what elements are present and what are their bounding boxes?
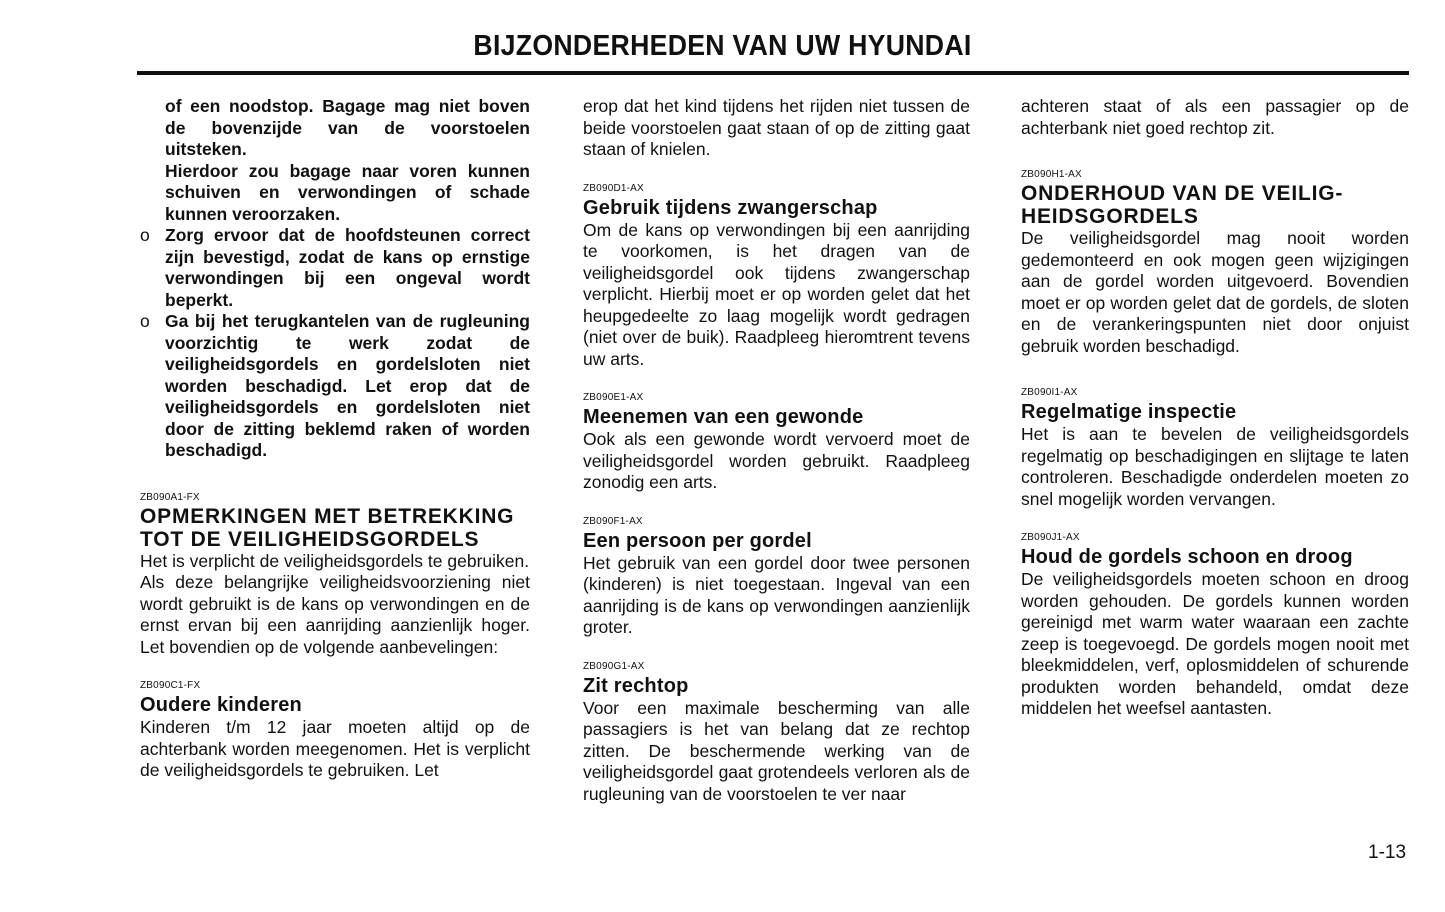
paragraph-one-per-belt: Het gebruik van een gordel door twee personen (kinderen) is niet toegestaan. Ingeval van een aanrijding is de kans op verwondingen aanzienlijk groter. xyxy=(583,552,970,637)
paragraph-child-standing: erop dat het kind tijdens het rijden niet tussen de beide voorstoelen gaat staan of op de zitting gaat staan of knielen. xyxy=(583,96,970,159)
paragraph-seatback-continued: achteren staat of als een passagier op de achterbank niet goed rechtop zit. xyxy=(1021,96,1409,138)
section-code: ZB090H1-AX xyxy=(1021,169,1082,180)
bullet-mark: o xyxy=(140,225,150,245)
section-title-inspection: Regelmatige inspectie xyxy=(1021,401,1237,423)
section-code: ZB090J1-AX xyxy=(1021,532,1080,543)
section-code: ZB090D1-AX xyxy=(583,182,644,194)
paragraph-pregnancy: Om de kans op verwondingen bij een aanrijding te voorkomen, is het dragen van de veiligheidsgordel ook tijdens zwangerschap verplicht. Hierbij moet er op worden gelet dat het heupgedeelte zo laag mogelijk wordt gedragen (niet over de buik). Raadpleeg hieromtrent tevens uw arts. xyxy=(583,219,970,369)
paragraph-injured-person: Ook als een gewonde wordt vervoerd moet de veiligheidsgordel worden gebruikt. Raadpleeg zonodig een arts. xyxy=(583,429,970,492)
section-code: ZB090G1-AX xyxy=(583,660,645,672)
paragraph-clean-dry: De veiligheidsgordels moeten schoon en droog worden gehouden. De gordels kunnen worden gereinigd met warm water waaraan een zachte zeep is toegevoegd. De gordels mogen nooit met bleekmiddelen, verf, oplosmiddelen of schurende produkten worden behandeld, omdat deze middelen het weefsel aantasten. xyxy=(1021,569,1409,718)
paragraph-importance: Als deze belangrijke veiligheidsvoorziening niet wordt gebruikt is de kans op verwondingen en de ernst ervan bij een aanrijding aanzienlijk hoger. Let bovendien op de volgende aanbevelingen: xyxy=(140,572,530,657)
section-title-clean-dry: Houd de gordels schoon en droog xyxy=(1021,546,1353,568)
section-title-seatbelt-notes: OPMERKINGEN MET BETREKKING TOT DE VEILIGHEIDSGORDELS xyxy=(140,504,515,551)
paragraph-inspection: Het is aan te bevelen de veiligheidsgordels regelmatig op beschadigingen en slijtage te laten controleren. Beschadigde onderdelen moeten zo snel mogelijk worden vervangen. xyxy=(1021,424,1409,509)
page-title: BIJZONDERHEDEN VAN UW HYUNDAI xyxy=(473,30,972,62)
section-title-one-per-belt: Een persoon per gordel xyxy=(583,529,812,552)
bullet-seatback-text: Ga bij het terugkantelen van de rugleuning voorzichtig te werk zodat de veiligheidsgordels en gordelsloten niet worden beschadigd. Let erop dat de veiligheidsgordels en gordelsloten niet door de zitting beklemd raken of worden beschadigd. xyxy=(165,311,530,460)
section-code: ZB090I1-AX xyxy=(1021,387,1078,398)
section-title-sit-upright: Zit rechtop xyxy=(583,674,689,697)
section-code: ZB090A1-FX xyxy=(140,491,200,503)
column-right xyxy=(1021,96,1409,720)
column-left xyxy=(140,96,530,782)
bullet-seatback xyxy=(140,311,530,462)
bullet-headrests xyxy=(140,225,530,311)
section-title-older-children: Oudere kinderen xyxy=(140,694,302,716)
paragraph-sit-upright: Voor een maximale bescherming van alle passagiers is het van belang dat ze rechtop zitten. De beschermende werking van de veiligheidsgordel gaat grotendeels verloren als de rugleuning van de voorstoelen te ver naar xyxy=(583,697,970,804)
paragraph-mandatory: Het is verplicht de veiligheidsgordels te gebruiken. xyxy=(140,550,530,571)
section-title-pregnancy: Gebruik tijdens zwangerschap xyxy=(583,196,878,219)
bullet-headrests-text: Zorg ervoor dat de hoofdsteunen correct zijn bevestigd, zodat de kans op ernstige verwondingen bij een ongeval wordt beperkt. xyxy=(165,225,530,310)
paragraph-maintenance: De veiligheidsgordel mag nooit worden gedemonteerd en ook mogen geen wijzigingen aan de gordel worden uitgevoerd. Bovendien moet er op worden gelet dat de gordels, de sloten en de verankeringspunten niet door onjuist gebruik worden beschadigd. xyxy=(1021,228,1409,356)
section-code: ZB090C1-FX xyxy=(140,680,201,691)
header-rule xyxy=(137,71,1409,75)
section-code: ZB090E1-AX xyxy=(583,392,644,403)
column-middle xyxy=(583,96,970,805)
section-code: ZB090F1-AX xyxy=(583,515,643,527)
page-number: 1-13 xyxy=(1368,842,1407,863)
paragraph-luggage: of een noodstop. Bagage mag niet boven de bovenzijde van de voorstoelen uitsteken. xyxy=(165,96,530,159)
section-title-maintenance: ONDERHOUD VAN DE VEILIG- HEIDSGORDELS xyxy=(1021,182,1344,228)
section-title-injured-person: Meenemen van een gewonde xyxy=(583,406,864,428)
paragraph-older-children: Kinderen t/m 12 jaar moeten altijd op de achterbank worden meegenomen. Het is verplicht de veiligheidsgordels te gebruiken. Let xyxy=(140,717,530,780)
paragraph-luggage-risk: Hierdoor zou bagage naar voren kunnen schuiven en verwondingen of schade kunnen veroorzaken. xyxy=(165,160,530,224)
bullet-mark: o xyxy=(140,311,150,331)
